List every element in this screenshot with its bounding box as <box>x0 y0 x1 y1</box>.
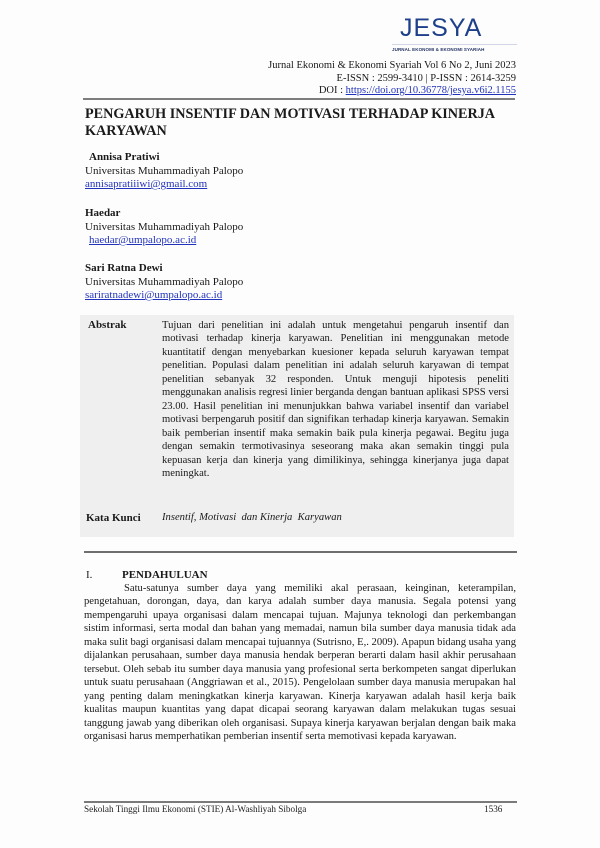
author-name: Haedar <box>85 207 121 219</box>
doi-label: DOI : <box>318 85 346 96</box>
abstract-divider <box>84 551 517 553</box>
abstract-label: Abstrak <box>88 319 127 331</box>
issn-line: E-ISSN : 2599-3410 | P-ISSN : 2614-3259 <box>336 72 516 84</box>
section-title: PENDAHULUAN <box>122 569 208 581</box>
author-name: Annisa Pratiwi <box>89 151 160 163</box>
doi-line <box>268 85 516 98</box>
footer-divider <box>84 801 517 803</box>
page-number: 1536 <box>484 804 503 814</box>
abstract-text: Tujuan dari penelitian ini adalah untuk mengetahui pengaruh insentif dan motivasi terhadap kinerja karyawan. Penelitian ini menggunakan metode kuantitatif dengan menyebarkan kuesioner kepada seluruh karyawan tempat penelitian. Populasi dalam penelitian ini adalah seluruh karyawan di tempat penelitian sebanyak 32 responden. Untuk menguji hipotesis peneliti menggunakan analisis regresi linier berganda dengan bantuan aplikasi SPSS versi 23.00. Hasil penelitian ini menunjukkan bahwa variabel insentif dan variabel motivasi berpengaruh positif dan signifikan terhadap kinerja karyawan. Semakin baik pemberian insentif maka semakin baik pula kinerja pegawai. Begitu juga dengan semakin termotivasinya seseorang maka akan semakin tinggi pula kepuasan kerja dan kinerja yang dimilikinya, sehingga kinerjanya juga dapat meningkat. <box>162 320 509 479</box>
paper-title: PENGARUH INSENTIF DAN MOTIVASI TERHADAP KINERJA KARYAWAN <box>85 106 495 139</box>
author-affiliation: Universitas Muhammadiyah Palopo <box>85 220 244 233</box>
logo-subtitle: JURNAL EKONOMI & EKONOMI SYARIAH <box>392 44 517 52</box>
author-affiliation: Universitas Muhammadiyah Palopo <box>85 164 244 177</box>
author-block <box>85 151 244 192</box>
keywords-label: Kata Kunci <box>86 512 141 524</box>
header-divider <box>83 98 515 100</box>
keywords-text: Insentif, Motivasi dan Kinerja Karyawan <box>162 512 342 523</box>
journal-header-info <box>268 60 516 98</box>
author-email[interactable]: haedar@umpalopo.ac.id <box>89 234 197 246</box>
author-affiliation: Universitas Muhammadiyah Palopo <box>85 275 244 288</box>
author-name: Sari Ratna Dewi <box>85 262 163 274</box>
logo-wordmark: JESYA <box>400 14 483 42</box>
author-email[interactable]: sariratnadewi@umpalopo.ac.id <box>85 289 223 301</box>
footer-institution: Sekolah Tinggi Ilmu Ekonomi (STIE) Al-Washliyah Sibolga <box>84 804 307 814</box>
author-email[interactable]: annisapratiiiwi@gmail.com <box>85 178 208 190</box>
journal-logo <box>392 14 522 52</box>
section-body: Satu-satunya sumber daya yang memiliki akal perasaan, keinginan, keterampilan, pengetahuan, dorongan, daya, dan karya adalah sumber daya manusia. Segala potensi yang mempengaruhi upaya organisasi dalam mencapai tujuan. Majunya teknologi dan perkembangan sistim informasi, serta modal dan bahan yang memadai, namun bila sumber daya manusia tidak ada maka sulit bagi organisasi dalam mencapai tujuannya (Sutrisno, E,. 2009). Apapun bidang usaha yang dijalankan perusahaan, sumber daya manusia hendak berperan berarti dalam hasil akhir perusahaan tersebut. Oleh sebab itu sumber daya manusia yang profesional serta berkompeten sangat diperlukan untuk suatu perusahaan (Anggriawan et al., 2015). Pengelolaan sumber daya manusia merupakan hal yang penting dalam meningkatkan kinerja karyawan. Kinerja karyawan adalah hasil kerja baik kualitas maupun kuantitas yang dapat dicapai seorang karyawan dalam melakukan tugas sesuai tanggung jawab yang diberikan oleh organisasi. Supaya kinerja karyawan berjalan dengan baik maka organisasi harus memperhatikan pemberian insentif serta memotivasi kepada karyawan. <box>84 583 516 742</box>
doi-link[interactable]: https://doi.org/10.36778/jesya.v6i2.1155 <box>345 85 516 96</box>
author-block <box>85 262 243 303</box>
author-block <box>85 207 243 248</box>
journal-citation-line: Jurnal Ekonomi & Ekonomi Syariah Vol 6 No 2, Juni 2023 <box>268 60 516 71</box>
section-number: I. <box>86 569 93 581</box>
